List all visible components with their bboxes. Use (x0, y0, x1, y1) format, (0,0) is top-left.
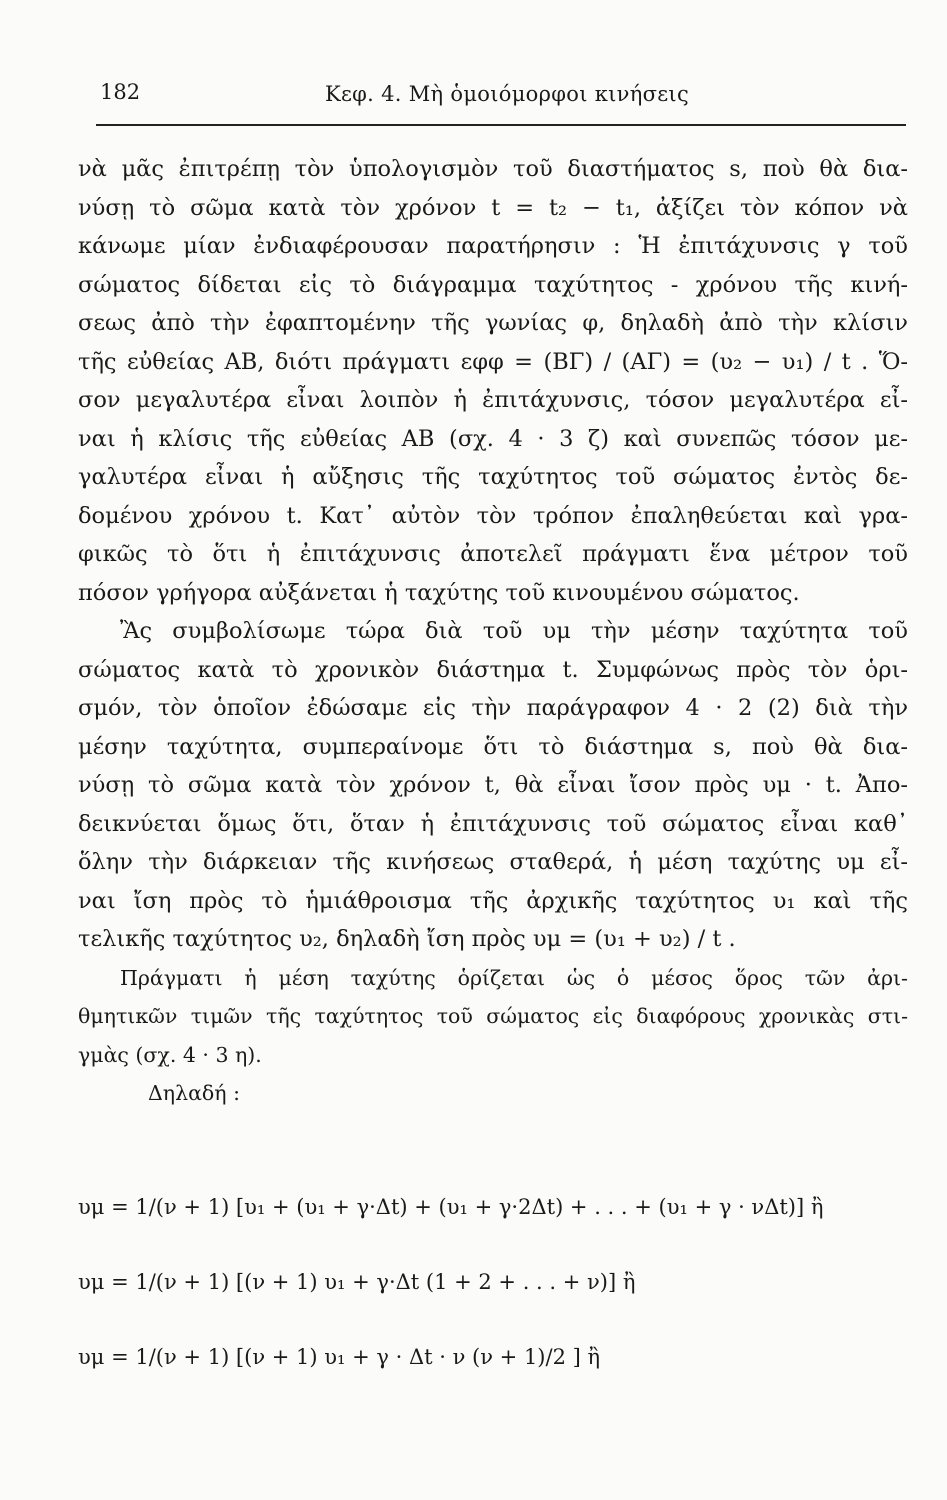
text-line: Πράγματι ἡ μέση ταχύτης ὁρίζεται ὡς ὁ μέσος ὅρος τῶν ἀρι- (120, 965, 908, 990)
text-line: δεικνύεται ὅμως ὅτι, ὅταν ἡ ἐπιτάχυνσις τοῦ σώματος εἶναι καθ᾽ (78, 810, 908, 837)
text-line: ναι ἡ κλίσις τῆς εὐθείας ΑΒ (σχ. 4 · 3 ζ) καὶ συνεπῶς τόσον με- (78, 425, 908, 452)
text-line: κάνωμε μίαν ἐνδιαφέρουσαν παρατήρησιν : Ἡ ἐπιτάχυνσις γ τοῦ (78, 233, 908, 259)
text-line: δομένου χρόνου t. Κατ᾽ αὐτὸν τὸν τρόπον ἐπαληθεύεται καὶ γρα- (78, 502, 908, 529)
text-line: σώματος δίδεται εἰς τὸ διάγραμμα ταχύτητος - χρόνου τῆς κινή- (78, 271, 908, 298)
text-line: τῆς εὐθείας ΑΒ, διότι πράγματι εφφ = (ΒΓ) / (ΑΓ) = (υ₂ − υ₁) / t . Ὅ- (78, 348, 908, 375)
text-line: μέσην ταχύτητα, συμπεραίνομε ὅτι τὸ διάστημα s, ποὺ θὰ δια- (78, 733, 908, 760)
page-number: 182 (100, 80, 141, 104)
text-line: Δηλαδή : (148, 1081, 240, 1105)
text-line: ναι ἴση πρὸς τὸ ἡμιάθροισμα τῆς ἀρχικῆς ταχύτητος υ₁ καὶ τῆς (78, 887, 908, 914)
header-rule (96, 124, 906, 126)
running-head: Κεφ. 4. Μὴ ὁμοιόμορφοι κινήσεις (325, 82, 690, 106)
text-line: Ἂς συμβολίσωμε τώρα διὰ τοῦ υμ τὴν μέσην ταχύτητα τοῦ (120, 618, 908, 644)
text-line: πόσον γρήγορα αὐξάνεται ἡ ταχύτης τοῦ κινουμένου σώματος. (78, 579, 800, 606)
equation-2: υμ = 1/(ν + 1) [(ν + 1) υ₁ + γ·Δt (1 + 2 + . . . + ν)] ἢ (78, 1270, 636, 1294)
text-line: νύσῃ τὸ σῶμα κατὰ τὸν χρόνον t = t₂ − t₁, ἀξίζει τὸν κόπον νὰ (78, 194, 908, 221)
text-line: νὰ μᾶς ἐπιτρέπῃ τὸν ὑπολογισμὸν τοῦ διαστήματος s, ποὺ θὰ δια- (78, 156, 908, 182)
text-line: θμητικῶν τιμῶν τῆς ταχύτητος τοῦ σώματος εἰς διαφόρους χρονικὰς στι- (78, 1004, 908, 1028)
equation-3: υμ = 1/(ν + 1) [(ν + 1) υ₁ + γ · Δt · ν (ν + 1)/2 ] ἢ (78, 1345, 601, 1369)
text-line: σμόν, τὸν ὁποῖον ἐδώσαμε εἰς τὴν παράγραφον 4 · 2 (2) διὰ τὴν (78, 695, 908, 721)
text-line: σεως ἀπὸ τὴν ἐφαπτομένην τῆς γωνίας φ, δηλαδὴ ἀπὸ τὴν κλίσιν (78, 310, 908, 336)
text-line: σώματος κατὰ τὸ χρονικὸν διάστημα t. Συμφώνως πρὸς τὸν ὁρι- (78, 656, 908, 683)
text-line: σον μεγαλυτέρα εἶναι λοιπὸν ἡ ἐπιτάχυνσις, τόσον μεγαλυτέρα εἶ- (78, 387, 908, 413)
text-line: φικῶς τὸ ὅτι ἡ ἐπιτάχυνσις ἀποτελεῖ πράγματι ἕνα μέτρον τοῦ (78, 541, 908, 567)
text-line: γμὰς (σχ. 4 · 3 η). (78, 1042, 262, 1067)
body-text (78, 150, 908, 1113)
text-line: νύσῃ τὸ σῶμα κατὰ τὸν χρόνον t, θὰ εἶναι ἴσον πρὸς υμ · t. Ἀπο- (78, 772, 908, 798)
text-line: ὅλην τὴν διάρκειαν τῆς κινήσεως σταθερά, ἡ μέση ταχύτης υμ εἶ- (78, 849, 908, 875)
equation-1: υμ = 1/(ν + 1) [υ₁ + (υ₁ + γ·Δt) + (υ₁ + γ·2Δt) + . . . + (υ₁ + γ · νΔt)] ἢ (78, 1195, 824, 1219)
text-line: γαλυτέρα εἶναι ἡ αὔξησις τῆς ταχύτητος τοῦ σώματος ἐντὸς δε- (78, 464, 908, 490)
text-line: τελικῆς ταχύτητος υ₂, δηλαδὴ ἴση πρὸς υμ = (υ₁ + υ₂) / t . (78, 926, 736, 952)
